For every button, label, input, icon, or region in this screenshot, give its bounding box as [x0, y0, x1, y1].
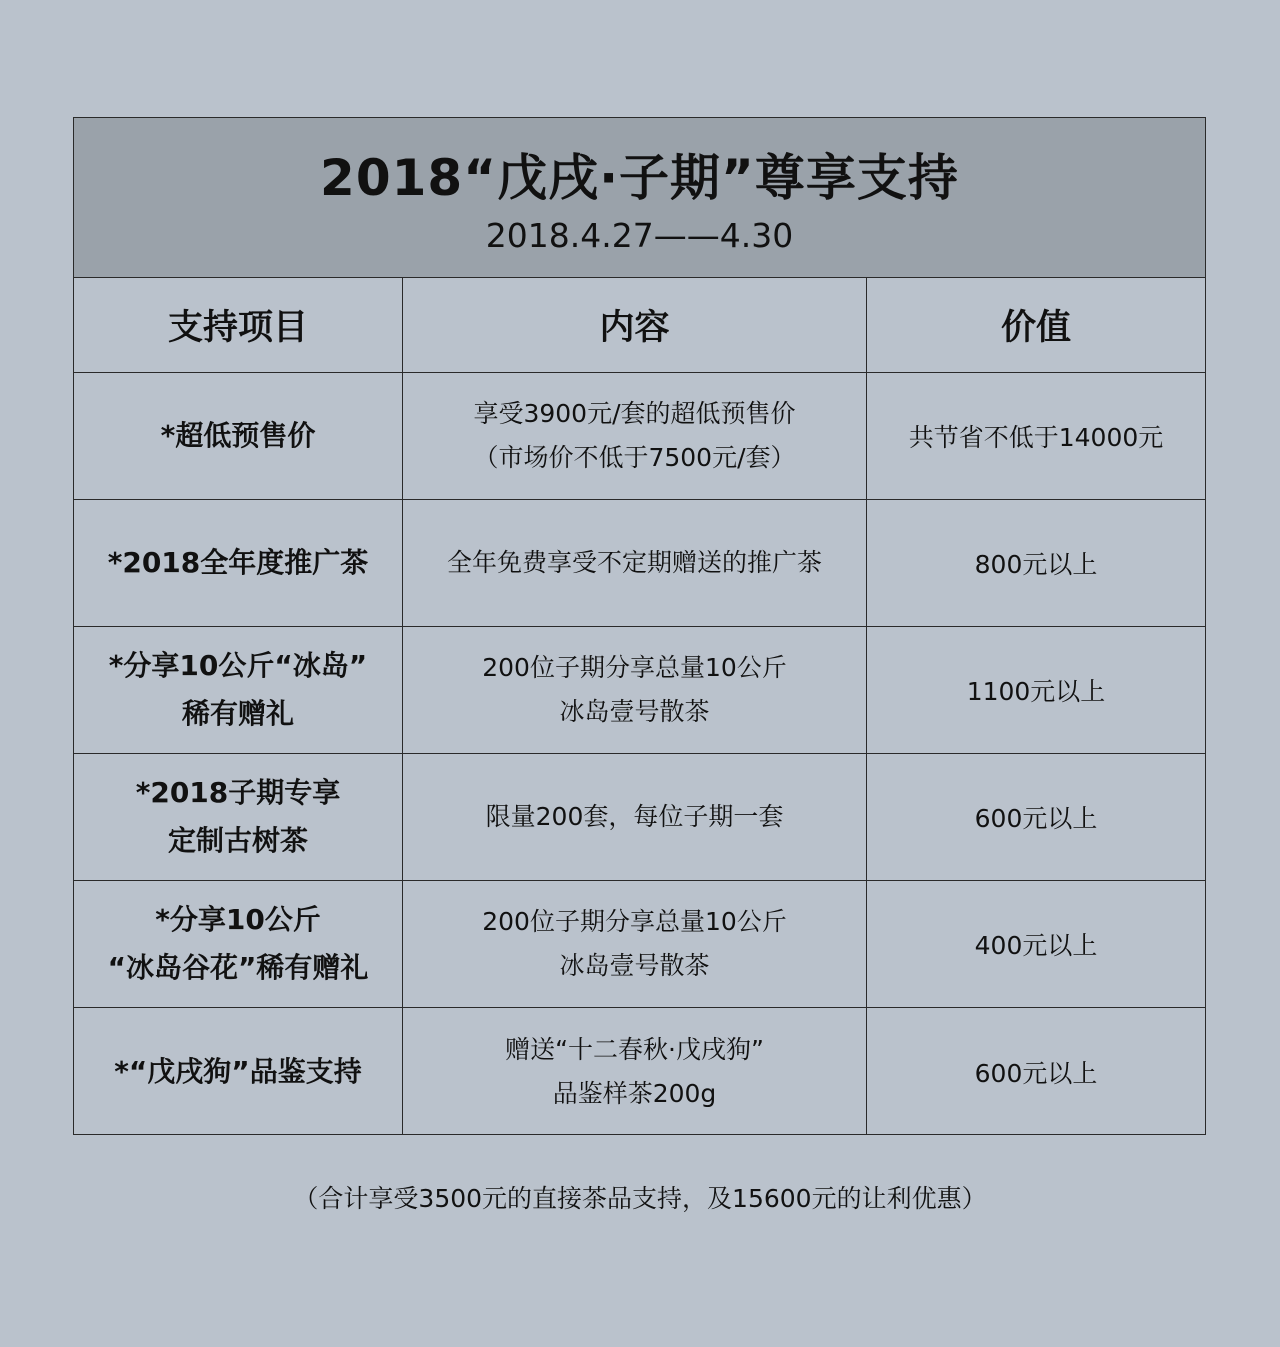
row-item-line: *2018全年度推广茶 — [107, 546, 369, 579]
row-content-line: 冰岛壹号散茶 — [559, 697, 710, 726]
header-content: 内容 — [403, 278, 867, 372]
row-item-line: *分享10公斤“冰岛” — [108, 649, 368, 682]
row-value: 400元以上 — [974, 931, 1098, 960]
row-content-line: 冰岛壹号散茶 — [559, 951, 710, 980]
row-content — [403, 1008, 867, 1135]
summary-footnote: （合计享受3500元的直接茶品支持，及15600元的让利优惠） — [293, 1184, 987, 1213]
row-content-line: 限量200套，每位子期一套 — [485, 802, 784, 831]
row-content — [403, 373, 867, 499]
row-item — [74, 754, 403, 880]
row-content — [403, 754, 867, 880]
header-support-item: 支持项目 — [74, 278, 403, 372]
table-grid — [74, 278, 1205, 1135]
row-content-line: （市场价不低于7500元/套） — [473, 443, 796, 472]
row-item-line: 定制古树茶 — [167, 824, 308, 857]
row-item — [74, 1008, 403, 1135]
table-row — [74, 1008, 1205, 1135]
table-row — [74, 881, 1205, 1008]
table-header-row — [74, 278, 1205, 373]
row-item-line: *2018子期专享 — [135, 776, 341, 809]
table-row — [74, 754, 1205, 881]
row-value: 600元以上 — [974, 804, 1098, 833]
row-content-line: 200位子期分享总量10公斤 — [482, 907, 787, 936]
title-block — [74, 118, 1205, 278]
row-item — [74, 627, 403, 753]
row-item — [74, 373, 403, 499]
header-value: 价值 — [1000, 308, 1071, 348]
row-content — [403, 500, 867, 626]
row-item-line: *超低预售价 — [160, 419, 316, 452]
row-content-line: 品鉴样茶200g — [552, 1078, 717, 1108]
row-content-line: 享受3900元/套的超低预售价 — [473, 399, 796, 428]
row-content-line: 200位子期分享总量10公斤 — [482, 653, 787, 682]
row-item — [74, 881, 403, 1007]
date-range: 2018.4.27——4.30 — [485, 216, 794, 255]
row-value: 1100元以上 — [966, 677, 1106, 706]
row-item — [74, 500, 403, 626]
row-item-line: “冰岛谷花”稀有赠礼 — [107, 951, 369, 984]
row-content-line: 全年免费享受不定期赠送的推广茶 — [446, 548, 822, 577]
table-row — [74, 627, 1205, 754]
row-value: 共节省不低于14000元 — [908, 423, 1164, 452]
table-row — [74, 500, 1205, 627]
row-item-line: *“戊戌狗”品鉴支持 — [114, 1054, 362, 1088]
row-value: 600元以上 — [974, 1058, 1098, 1088]
support-table — [73, 117, 1206, 1135]
row-content — [403, 627, 867, 753]
row-item-line: *分享10公斤 — [155, 903, 321, 936]
page-title: 2018“戊戌·子期”尊享支持 — [320, 149, 959, 207]
row-value: 800元以上 — [974, 550, 1098, 579]
table-row — [74, 373, 1205, 500]
row-item-line: 稀有赠礼 — [181, 697, 294, 730]
row-content-line: 赠送“十二春秋·戊戌狗” — [505, 1034, 764, 1064]
row-content — [403, 881, 867, 1007]
